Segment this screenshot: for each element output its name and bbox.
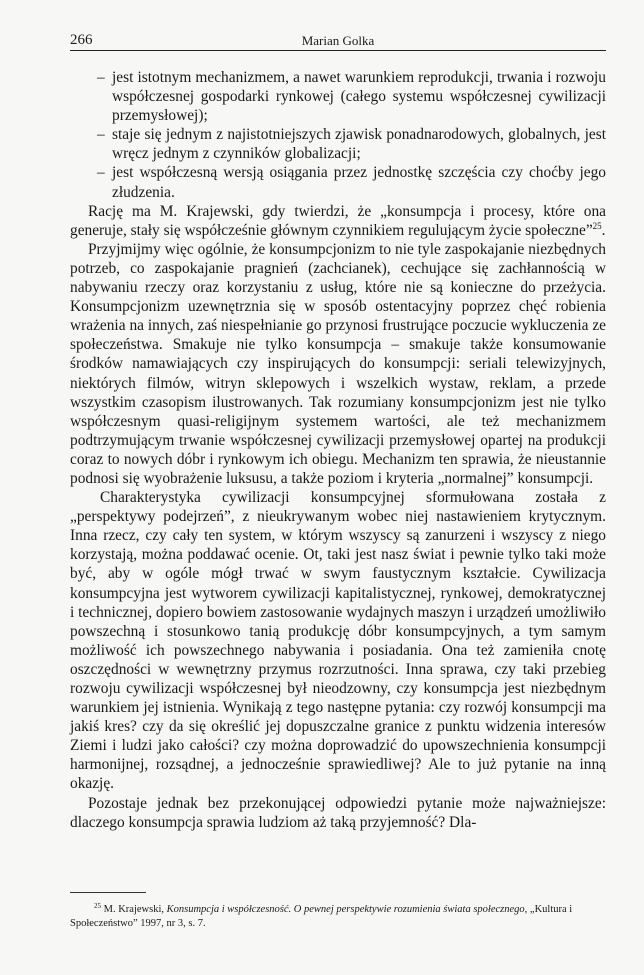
footnote-source: , „Kultura i Społeczeństwo” 1997, nr 3, s. 7. [70, 904, 573, 929]
page-number: 266 [70, 32, 93, 48]
body-text [70, 68, 606, 832]
dash-marker: – [97, 126, 105, 144]
footnote-title: Konsumpcja i współczesność. O pewnej perspektywie rozumienia świata społecznego [166, 904, 525, 915]
list-item-text: jest istotnym mechanizmem, a nawet warunkiem reprodukcji, trwania i rozwoju współczesnej gospodarki rynkowej (całego systemu współczesnej cywilizacji przemysłowej); [112, 69, 606, 125]
paragraph-end: . [601, 221, 606, 239]
list-item-text: staje się jednym z najistotniejszych zjawisk ponadnarodowych, globalnych, jest wręcz jednym z czynników globalizacji; [112, 126, 606, 163]
dash-marker: – [97, 164, 105, 182]
paragraph-text: Rację ma M. Krajewski, gdy twierdzi, że „konsumpcja i procesy, które ona generuje, stały się współcześnie głównym czynnikiem regulującym życie społeczne” [70, 202, 606, 239]
paragraph-krajewski-quote [70, 202, 606, 240]
list-item [70, 68, 606, 125]
dash-marker: – [97, 69, 105, 86]
list-item [70, 125, 606, 163]
paragraph-consumer-civilization: Charakterystyka cywilizacji konsumpcyjnej sformułowana została z „perspektywy podejrzeń”, z nieukrywanym wobec niej nastawieniem krytycznym. Inna rzecz, czy cały ten system, w którym wszyscy są zanurzeni i wszyscy z niego korzystają, można poddawać ocenie. Ot, taki jest nasz świat i pewnie tylko taki może być, aby w ogóle mógł trwać w swym faustycznym kształcie. Cywilizacja konsumpcyjna jest wytworem cywilizacji kapitalistycznej, rynkowej, demokratycznej i technicznej, dopiero bowiem zastosowanie wydajnych maszyn i urządzeń umożliwiło powszechną i stosunkowo tanią produkcję dóbr konsumpcyjnych, a tym samym możliwość ich powszechnego nabywania i posiadania. Ona też zamieniła cnotę oszczędności w wewnętrzny przymus rozrzutności. Inna sprawa, czy taki przebieg rozwoju cywilizacji współczesnej był nieodzowny, czy konsumpcja jest niezbędnym warunkiem jej istnienia. Wynikają z tego następne pytania: czy rozwój konsumpcji ma jakiś kres? czy da się określić jej dopuszczalne granice z punktu widzenia interesów Ziemi i ludzi jako całości? czy można doprowadzić do upowszechnienia konsumpcji harmonijnej, rozsądnej, a jednocześnie sprawiedliwej? Ale to już pytanie na inną okazję. [70, 489, 606, 793]
footnote-number: 25 [94, 902, 101, 910]
bullet-list [70, 68, 606, 202]
footnote-reference[interactable]: 25 [592, 220, 602, 231]
page [70, 30, 606, 832]
list-item-text: jest współczesną wersją osiągania przez jednostkę szczęścia czy choćby jego złudzenia. [112, 164, 606, 201]
footnote-divider [70, 892, 146, 893]
paragraph-consumerism-definition: Przyjmijmy więc ogólnie, że konsumpcjonizm to nie tyle zaspokajanie niezbędnych potrzeb, co zaspokajanie pragnień (zachcianek), cechujące się zachłannością w nabywaniu rzeczy oraz korzystaniu z usług, które nie są konieczne do przeżycia. Konsumpcjonizm uzewnętrznia się w sposób ostentacyjny poprzez chęć robienia wrażenia na innych, zaś niespełnianie go przynosi frustrujące poczucie wykluczenia ze społeczeństwa. Smakuje nie tylko konsumpcja – smakuje także konsumowanie środków namawiających czy inspirujących do konsumpcji: seriali telewizyjnych, niektórych filmów, witryn sklepowych i wszelkich wystaw, reklam, a przede wszystkim czasopism ilustrowanych. Tak rozumiany konsumpcjonizm jest nie tylko współczesnym quasi-religijnym systemem wartości, ale też mechanizmem podtrzymującym trwanie współczesnej cywilizacji przemysłowej opartej na produkcji coraz to nowych dóbr i rynkowym ich obiegu. Mechanizm ten sprawia, że nieustannie podnosi się wyobrażenie luksusu, a także poziom i kryteria „normalnej” konsumpcji. [70, 240, 606, 487]
running-title: Marian Golka [301, 33, 375, 48]
footnote-author: M. Krajewski, [103, 904, 167, 915]
paragraph-open-question: Pozostaje jednak bez przekonującej odpowiedzi pytanie może najważniejsze: dlaczego konsumpcja sprawia ludziom aż taką przyjemność? Dla- [70, 794, 606, 831]
running-head [70, 30, 606, 51]
list-item [70, 163, 606, 201]
footnote [70, 903, 606, 931]
